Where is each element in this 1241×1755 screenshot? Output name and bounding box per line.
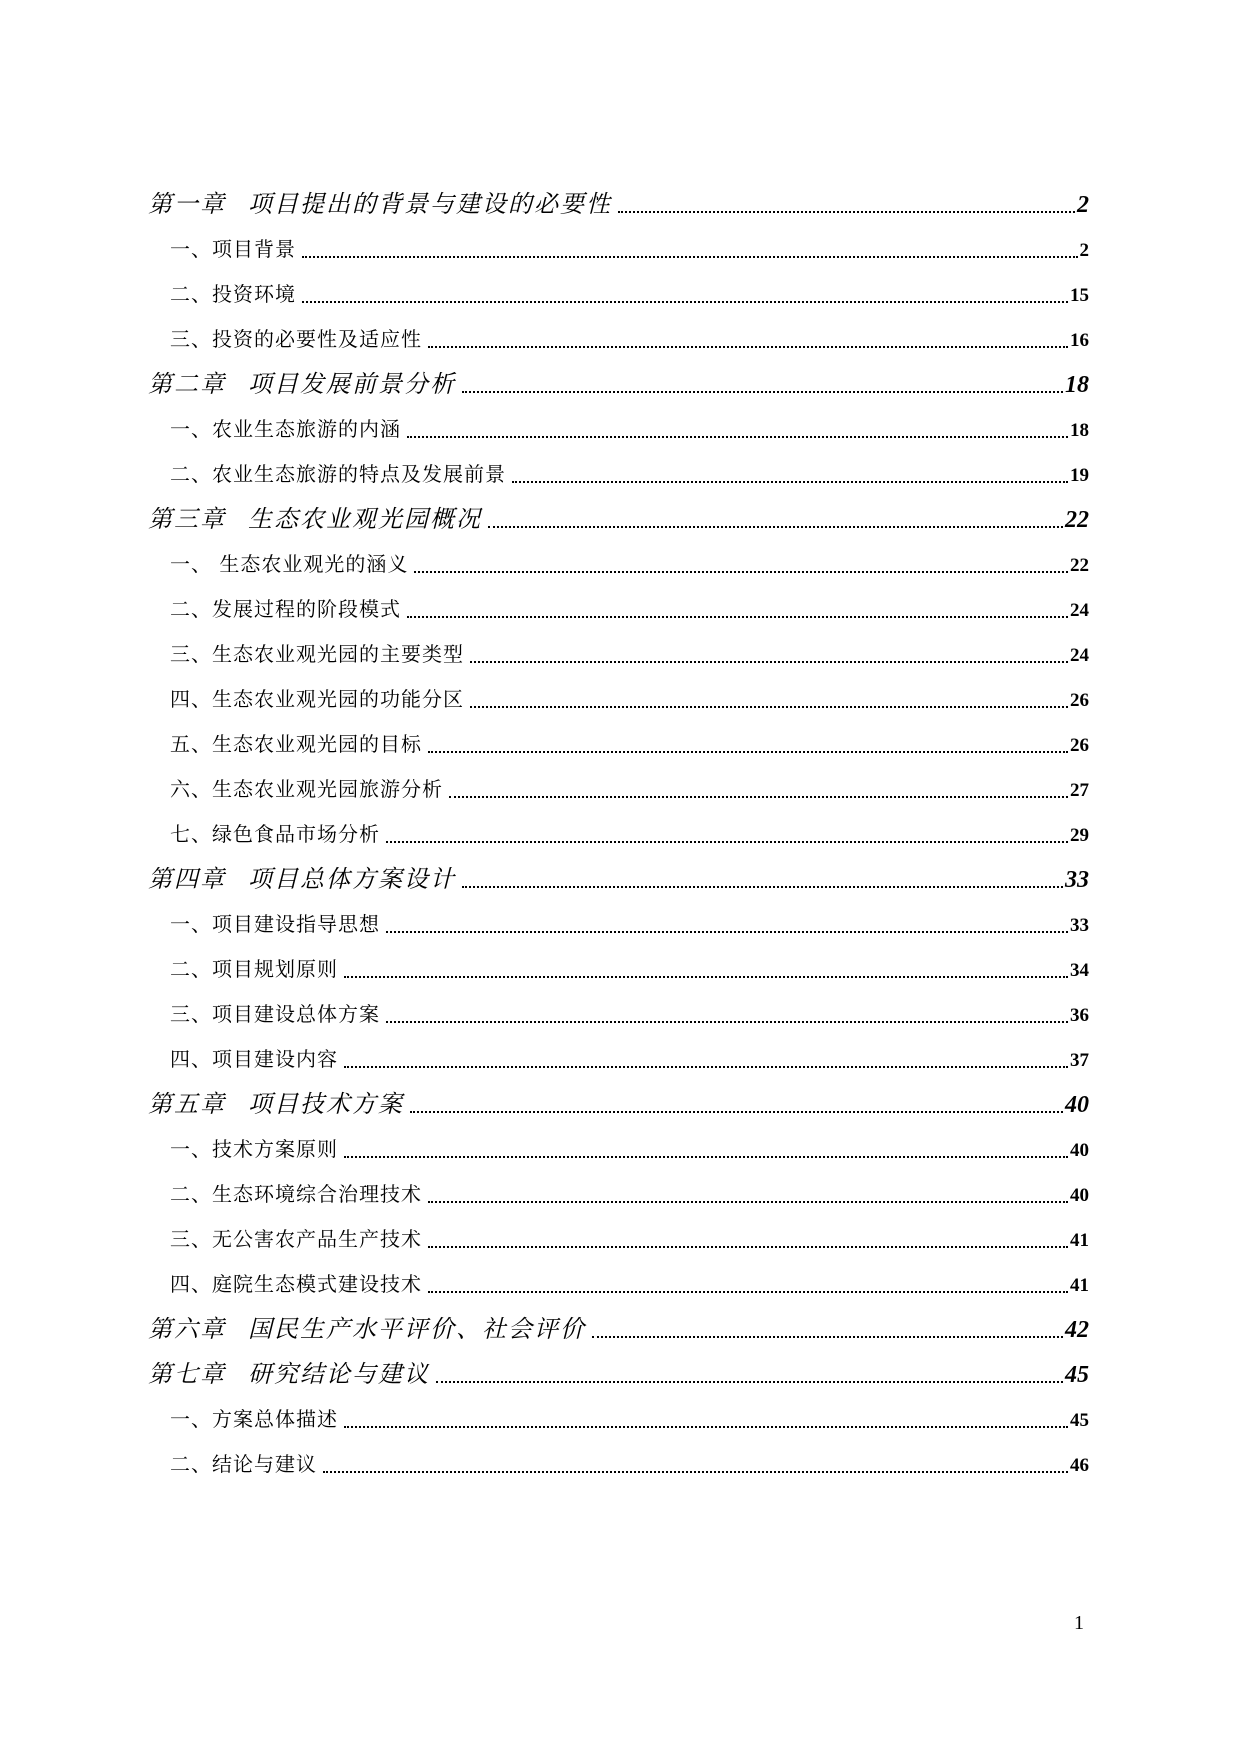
toc-leader-dots	[470, 706, 1068, 708]
toc-section-label: 二、农业生态旅游的特点及发展前景	[170, 462, 506, 486]
toc-section-label: 三、项目建设总体方案	[170, 1002, 380, 1026]
toc-section-label: 一、技术方案原则	[170, 1137, 338, 1161]
toc-section[interactable]	[170, 321, 1089, 357]
toc-section-label: 四、项目建设内容	[170, 1047, 338, 1071]
toc-section-label: 一、农业生态旅游的内涵	[170, 417, 401, 441]
toc-page-number: 33	[1065, 867, 1089, 893]
toc-section-label: 三、无公害农产品生产技术	[170, 1227, 422, 1251]
toc-section[interactable]	[170, 231, 1089, 267]
toc-page-number: 22	[1065, 507, 1089, 533]
toc-chapter[interactable]	[148, 186, 1089, 222]
toc-page-number: 34	[1070, 960, 1089, 981]
toc-section-label: 四、生态农业观光园的功能分区	[170, 687, 464, 711]
toc-section-label: 三、投资的必要性及适应性	[170, 327, 422, 351]
toc-leader-dots	[302, 301, 1068, 303]
toc-page-number: 37	[1070, 1050, 1089, 1071]
toc-page-number: 26	[1070, 690, 1089, 711]
toc-section[interactable]	[170, 546, 1089, 582]
toc-chapter[interactable]	[148, 1086, 1089, 1122]
toc-leader-dots	[618, 211, 1075, 213]
page-number: 1	[1074, 1612, 1084, 1634]
toc-chapter[interactable]	[148, 501, 1089, 537]
toc-leader-dots	[592, 1336, 1063, 1338]
toc-leader-dots	[512, 481, 1068, 483]
toc-page-number: 2	[1077, 192, 1089, 218]
toc-section[interactable]	[170, 636, 1089, 672]
toc-section[interactable]	[170, 816, 1089, 852]
toc-leader-dots	[414, 571, 1068, 573]
toc-leader-dots	[386, 841, 1068, 843]
toc-section-label: 二、项目规划原则	[170, 957, 338, 981]
toc-page-number: 2	[1079, 240, 1089, 261]
toc-leader-dots	[462, 886, 1063, 888]
toc-leader-dots	[323, 1471, 1068, 1473]
toc-leader-dots	[462, 391, 1063, 393]
toc-page-number: 40	[1070, 1185, 1089, 1206]
toc-leader-dots	[386, 1021, 1068, 1023]
toc-leader-dots	[449, 796, 1068, 798]
toc-section[interactable]	[170, 591, 1089, 627]
toc-page-number: 16	[1070, 330, 1089, 351]
toc-leader-dots	[488, 526, 1063, 528]
toc-section-label: 三、生态农业观光园的主要类型	[170, 642, 464, 666]
toc-page-number: 27	[1070, 780, 1089, 801]
toc-chapter-label: 第二章 项目发展前景分析	[148, 370, 456, 398]
toc-section[interactable]	[170, 1266, 1089, 1302]
toc-section-label: 二、生态环境综合治理技术	[170, 1182, 422, 1206]
toc-section-label: 一、项目建设指导思想	[170, 912, 380, 936]
toc-section-label: 七、绿色食品市场分析	[170, 822, 380, 846]
toc-page-number: 40	[1070, 1140, 1089, 1161]
toc-section-label: 四、庭院生态模式建设技术	[170, 1272, 422, 1296]
toc-chapter[interactable]	[148, 1311, 1089, 1347]
toc-page-number: 18	[1065, 372, 1089, 398]
toc-section[interactable]	[170, 1041, 1089, 1077]
toc-section[interactable]	[170, 771, 1089, 807]
toc-chapter[interactable]	[148, 366, 1089, 402]
toc-page-number: 26	[1070, 735, 1089, 756]
toc-leader-dots	[428, 1201, 1068, 1203]
toc-chapter-label: 第七章 研究结论与建议	[148, 1360, 430, 1388]
toc-page-number: 33	[1070, 915, 1089, 936]
toc-section[interactable]	[170, 1401, 1089, 1437]
toc-section-label: 一、 生态农业观光的涵义	[170, 552, 409, 576]
toc-page-number: 40	[1065, 1092, 1089, 1118]
toc-page-number: 24	[1070, 645, 1089, 666]
toc-section[interactable]	[170, 1176, 1089, 1212]
toc-leader-dots	[344, 1426, 1068, 1428]
toc-page-number: 18	[1070, 420, 1089, 441]
toc-chapter-label: 第四章 项目总体方案设计	[148, 865, 456, 893]
toc-page-number: 41	[1070, 1230, 1089, 1251]
toc-page-number: 29	[1070, 825, 1089, 846]
toc-leader-dots	[344, 976, 1068, 978]
toc-page-number: 19	[1070, 465, 1089, 486]
toc-leader-dots	[428, 751, 1068, 753]
toc-leader-dots	[407, 616, 1068, 618]
toc-section[interactable]	[170, 951, 1089, 987]
toc-section[interactable]	[170, 276, 1089, 312]
toc-leader-dots	[410, 1111, 1063, 1113]
toc-section-label: 一、项目背景	[170, 237, 296, 261]
toc-section[interactable]	[170, 411, 1089, 447]
toc-leader-dots	[428, 1291, 1068, 1293]
toc-page-number: 41	[1070, 1275, 1089, 1296]
toc-leader-dots	[302, 256, 1078, 258]
toc-leader-dots	[407, 436, 1068, 438]
toc-leader-dots	[436, 1381, 1063, 1383]
toc-page-number: 36	[1070, 1005, 1089, 1026]
toc-page-number: 45	[1065, 1362, 1089, 1388]
toc-page-number: 24	[1070, 600, 1089, 621]
toc-leader-dots	[344, 1066, 1068, 1068]
toc-chapter[interactable]	[148, 861, 1089, 897]
toc-section-label: 六、生态农业观光园旅游分析	[170, 777, 443, 801]
toc-leader-dots	[386, 931, 1068, 933]
toc-chapter-label: 第六章 国民生产水平评价、社会评价	[148, 1315, 586, 1343]
toc-chapter-label: 第三章 生态农业观光园概况	[148, 505, 482, 533]
toc-page-number: 45	[1070, 1410, 1089, 1431]
toc-section-label: 五、生态农业观光园的目标	[170, 732, 422, 756]
toc-section[interactable]	[170, 456, 1089, 492]
toc-chapter[interactable]	[148, 1356, 1089, 1392]
toc-page-number: 46	[1070, 1455, 1089, 1476]
toc-section-label: 二、发展过程的阶段模式	[170, 597, 401, 621]
toc-section-label: 一、方案总体描述	[170, 1407, 338, 1431]
toc-section[interactable]	[170, 906, 1089, 942]
toc-section[interactable]	[170, 681, 1089, 717]
toc-section[interactable]	[170, 1131, 1089, 1167]
toc-leader-dots	[428, 1246, 1068, 1248]
toc-chapter-label: 第五章 项目技术方案	[148, 1090, 404, 1118]
toc-section[interactable]	[170, 726, 1089, 762]
toc-page-number: 15	[1070, 285, 1089, 306]
toc-leader-dots	[428, 346, 1068, 348]
toc-section[interactable]	[170, 996, 1089, 1032]
toc-section[interactable]	[170, 1221, 1089, 1257]
toc-page-number: 22	[1070, 555, 1089, 576]
toc-page-number: 42	[1065, 1317, 1089, 1343]
toc-leader-dots	[470, 661, 1068, 663]
toc-chapter-label: 第一章 项目提出的背景与建设的必要性	[148, 190, 612, 218]
toc-section-label: 二、投资环境	[170, 282, 296, 306]
toc-section-label: 二、结论与建议	[170, 1452, 317, 1476]
toc-section[interactable]	[170, 1446, 1089, 1482]
toc-leader-dots	[344, 1156, 1068, 1158]
